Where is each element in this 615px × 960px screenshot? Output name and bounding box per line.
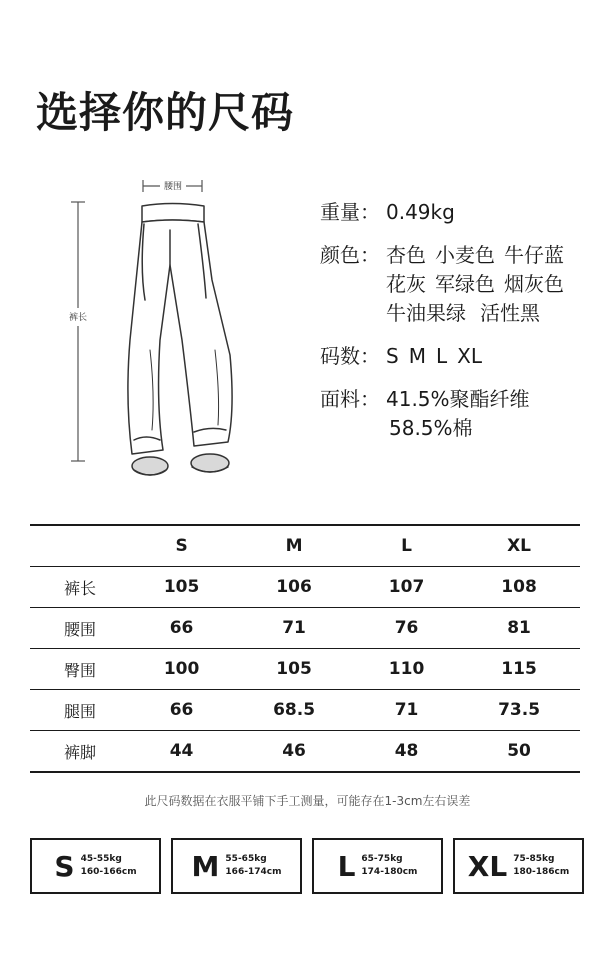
color-option: 花灰	[386, 272, 426, 296]
size-card-l	[312, 838, 443, 894]
table-cell: 81	[458, 608, 580, 649]
header-cell: L	[355, 525, 458, 567]
table-cell: 44	[130, 731, 233, 773]
card-weight: 45-55kg	[80, 854, 122, 864]
card-size: M	[191, 849, 220, 883]
table-row	[30, 649, 580, 690]
table-cell: 50	[458, 731, 580, 773]
table-row	[30, 567, 580, 608]
header-cell: M	[233, 525, 355, 567]
card-weight: 55-65kg	[225, 854, 267, 864]
card-height: 160-166cm	[80, 867, 137, 877]
row-label: 裤长	[30, 567, 130, 608]
length-label: 裤长	[68, 313, 88, 323]
table-cell: 106	[233, 567, 355, 608]
table-cell: 71	[233, 608, 355, 649]
color-option: 杏色	[386, 243, 426, 267]
size-table-header	[30, 525, 580, 567]
pants-illustration	[60, 170, 260, 490]
color-option: 牛仔蓝	[504, 243, 564, 267]
table-cell: 71	[355, 690, 458, 731]
card-height: 174-180cm	[361, 867, 418, 877]
card-size: L	[337, 849, 356, 883]
card-size: S	[54, 849, 75, 883]
header-cell: XL	[458, 525, 580, 567]
table-row	[30, 690, 580, 731]
table-cell: 48	[355, 731, 458, 773]
card-height: 180-186cm	[513, 867, 570, 877]
table-cell: 46	[233, 731, 355, 773]
measurement-note: 此尺码数据在衣服平铺下手工测量，可能存在1-3cm左右误差	[144, 794, 471, 808]
row-label: 臀围	[30, 649, 130, 690]
header-cell	[30, 525, 130, 567]
color-option: 活性黑	[480, 301, 540, 325]
card-weight: 65-75kg	[361, 854, 403, 864]
color-option: 牛油果绿	[386, 301, 466, 325]
color-colon: ：	[360, 243, 380, 267]
table-cell: 76	[355, 608, 458, 649]
fabric-line: 58.5%棉	[389, 416, 473, 440]
weight-label: 重量	[320, 200, 360, 224]
weight-value: 0.49kg	[386, 200, 455, 224]
size-guide-cards	[30, 838, 584, 894]
color-label: 颜色	[320, 243, 360, 267]
page-title: 选择你的尺码	[36, 88, 295, 137]
card-weight: 75-85kg	[513, 854, 555, 864]
size-option: M	[408, 344, 426, 368]
size-card-s	[30, 838, 161, 894]
table-cell: 100	[130, 649, 233, 690]
table-cell: 105	[130, 567, 233, 608]
size-card-m	[171, 838, 302, 894]
table-cell: 66	[130, 690, 233, 731]
color-option: 烟灰色	[504, 272, 564, 296]
spec-fabric	[320, 385, 564, 443]
table-cell: 105	[233, 649, 355, 690]
sizes-label: 码数	[320, 344, 360, 368]
spec-colors	[320, 241, 564, 328]
length-measure-line	[68, 202, 88, 461]
sizes-colon: ：	[360, 344, 380, 368]
size-card-xl	[453, 838, 584, 894]
card-size: XL	[467, 849, 508, 883]
row-label: 腿围	[30, 690, 130, 731]
size-option: S	[386, 344, 399, 368]
fabric-label: 面料	[320, 387, 360, 411]
row-label: 腰围	[30, 608, 130, 649]
table-cell: 73.5	[458, 690, 580, 731]
fabric-colon: ：	[360, 387, 380, 411]
color-option: 小麦色	[435, 243, 495, 267]
waist-label: 腰围	[163, 182, 183, 192]
card-height: 166-174cm	[225, 867, 282, 877]
table-cell: 68.5	[233, 690, 355, 731]
table-row	[30, 608, 580, 649]
table-cell: 108	[458, 567, 580, 608]
table-row	[30, 731, 580, 773]
table-cell: 107	[355, 567, 458, 608]
spec-list	[320, 198, 564, 457]
fabric-line: 41.5%聚酯纤维	[386, 387, 530, 411]
spec-weight	[320, 198, 564, 227]
table-cell: 115	[458, 649, 580, 690]
table-cell: 66	[130, 608, 233, 649]
size-option: XL	[457, 344, 482, 368]
spec-sizes	[320, 342, 564, 371]
header-cell: S	[130, 525, 233, 567]
size-table	[30, 524, 580, 773]
weight-colon: ：	[360, 200, 380, 224]
row-label: 裤脚	[30, 731, 130, 773]
size-option: L	[435, 344, 448, 368]
color-option: 军绿色	[435, 272, 495, 296]
table-cell: 110	[355, 649, 458, 690]
